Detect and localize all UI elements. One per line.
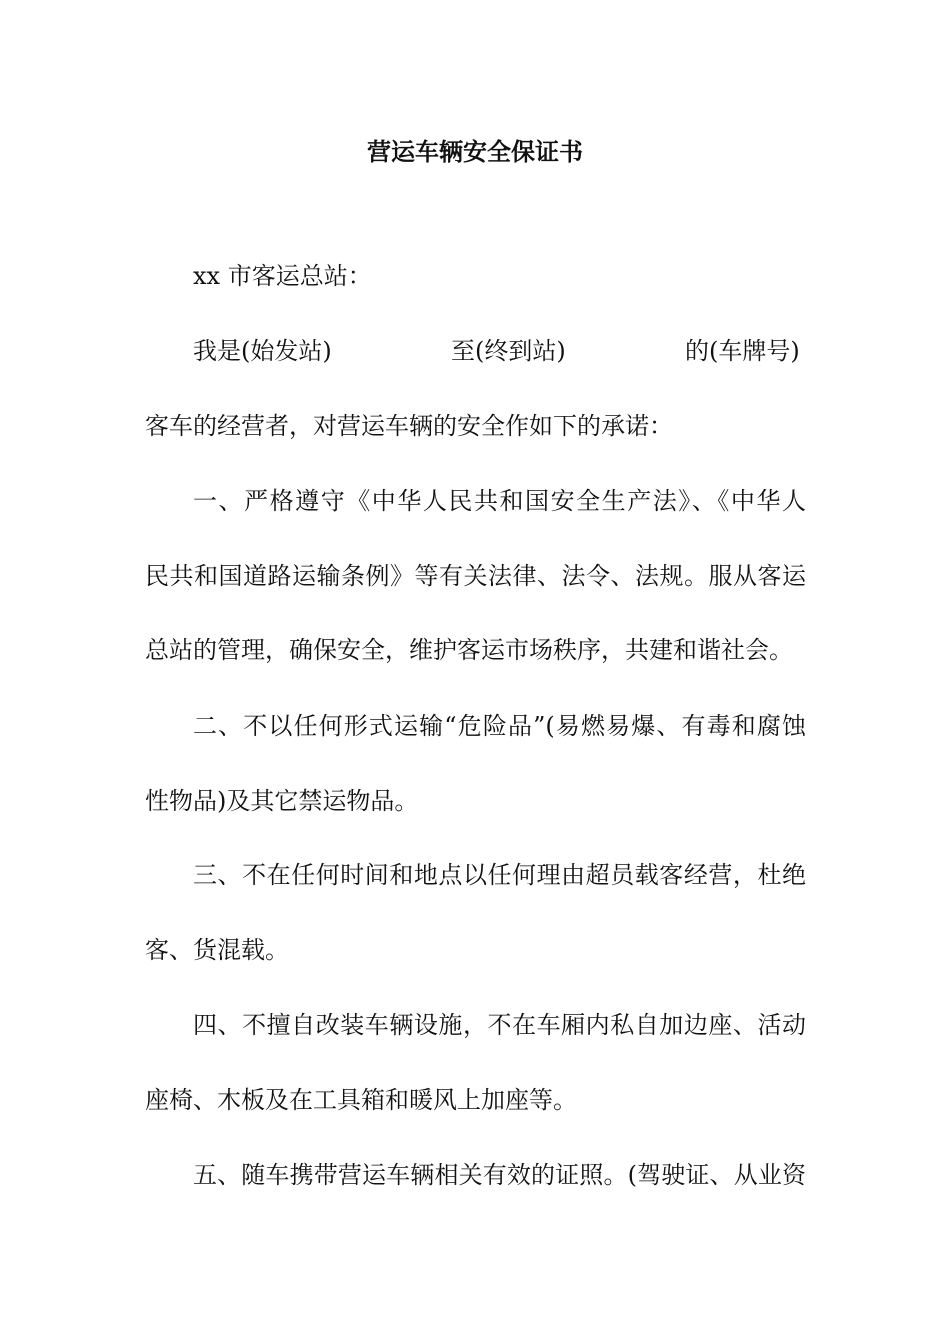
intro-start-station: 我是(始发站) bbox=[193, 337, 332, 365]
paragraph-line: 性物品)及其它禁运物品。 bbox=[145, 787, 419, 815]
document-title: 营运车辆安全保证书 bbox=[367, 137, 583, 166]
intro-plate-number: 的(车牌号) bbox=[685, 337, 800, 365]
paragraph-line: 一、严格遵守《中华人民共和国安全生产法》、《中华人 bbox=[193, 487, 806, 515]
paragraph-line: 三、不在任何时间和地点以任何理由超员载客经营，杜绝 bbox=[193, 861, 806, 889]
paragraph-line: 客、货混载。 bbox=[145, 936, 289, 964]
intro-line-1 bbox=[193, 333, 806, 369]
salutation: xx 市客运总站： bbox=[193, 262, 372, 290]
intro-end-station: 至(终到站) bbox=[451, 337, 566, 365]
paragraph-line: 民共和国道路运输条例》等有关法律、法令、法规。服从客运 bbox=[145, 562, 806, 590]
paragraph-line: 四、不擅自改装车辆设施，不在车厢内私自加边座、活动 bbox=[193, 1011, 806, 1039]
paragraph-line: 五、随车携带营运车辆相关有效的证照。(驾驶证、从业资 bbox=[193, 1161, 806, 1189]
paragraph-line: 总站的管理，确保安全，维护客运市场秩序，共建和谐社会。 bbox=[145, 636, 793, 664]
paragraph-line: 座椅、木板及在工具箱和暖风上加座等。 bbox=[145, 1086, 577, 1114]
intro-line-2: 客车的经营者，对营运车辆的安全作如下的承诺： bbox=[145, 412, 673, 440]
paragraph-line: 二、不以任何形式运输“危险品”(易燃易爆、有毒和腐蚀 bbox=[193, 712, 806, 740]
